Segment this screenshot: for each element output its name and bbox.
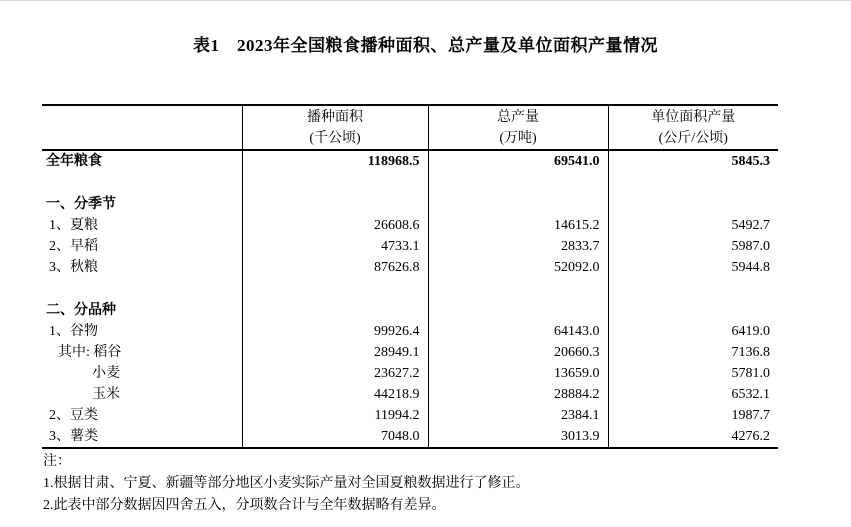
table-row-cereals [42,321,778,342]
col-header-unit: (千公顷) [309,130,361,146]
cell-sown-area: 118968.5 [242,150,428,172]
table-row-annual-grain [42,150,778,172]
table-row-corn [42,384,778,405]
cell-total-output: 52092.0 [428,257,608,278]
cell-yield: 5944.8 [731,260,770,275]
page-title: 表1 2023年全国粮食播种面积、总产量及单位面积产量情况 [193,36,658,55]
cell-sown-area: 26608.6 [242,215,428,236]
cell-yield: 7136.8 [731,345,770,360]
cell-sown-area: 23627.2 [242,363,428,384]
spacer-row [42,172,778,194]
cell-yield: 6532.1 [731,387,770,402]
cell-total-output: 2384.1 [428,405,608,426]
table-row-section-by-variety [42,300,778,321]
col-header-unit: (万吨) [499,130,537,146]
row-label: 一、分季节 [42,194,242,215]
col-header-indicator [42,105,242,150]
cell-total-output: 20660.3 [428,342,608,363]
spacer-row [42,278,778,300]
cell-yield: 4276.2 [731,429,770,444]
table-row-summer-grain [42,215,778,236]
table-row-autumn-grain [42,257,778,278]
col-header-unit: (公斤/公顷) [658,130,728,146]
cell-yield: 1987.7 [731,408,770,423]
cell-sown-area [242,194,428,215]
cell-total-output: 64143.0 [428,321,608,342]
cell-total-output: 14615.2 [428,215,608,236]
cell-yield: 5987.0 [731,239,770,254]
cell-yield: 5781.0 [731,366,770,381]
col-header-total-output [428,105,608,150]
row-label: 3、秋粮 [42,257,242,278]
footnotes [43,451,530,517]
cell-total-output: 28884.2 [428,384,608,405]
table-row-early-rice [42,236,778,257]
cell-sown-area: 28949.1 [242,342,428,363]
cell-total-output: 3013.9 [428,426,608,448]
row-label: 2、早稻 [42,236,242,257]
table-row-section-by-season [42,194,778,215]
col-header-sown-area [242,105,428,150]
table-row-tubers [42,426,778,448]
col-header-label: 总产量 [497,109,539,125]
cell-yield: 5492.7 [731,218,770,233]
col-header-label: 单位面积产量 [651,109,736,125]
row-label: 全年粮食 [42,150,242,172]
cell-yield: 5845.3 [731,154,770,169]
row-label: 1、谷物 [42,321,242,342]
footnotes-label: 注： [43,454,71,469]
table-header-row [42,105,778,150]
row-label: 3、薯类 [42,426,242,448]
cell-total-output [428,194,608,215]
row-label: 小麦 [42,363,242,384]
cell-total-output: 69541.0 [428,150,608,172]
cell-sown-area: 11994.2 [242,405,428,426]
cell-total-output: 13659.0 [428,363,608,384]
cell-yield: 6419.0 [731,324,770,339]
cell-total-output: 2833.7 [428,236,608,257]
row-label: 玉米 [42,384,242,405]
table-row-rice [42,342,778,363]
row-label: 2、豆类 [42,405,242,426]
footnote-item-2: 2.此表中部分数据因四舍五入，分项数合计与全年数据略有差异。 [43,498,446,513]
cell-sown-area: 7048.0 [242,426,428,448]
cell-yield [608,194,778,215]
cell-sown-area: 4733.1 [242,236,428,257]
col-header-yield-per-unit [608,105,778,150]
cell-yield [608,300,778,321]
cell-sown-area [242,300,428,321]
cell-sown-area: 99926.4 [242,321,428,342]
grain-statistics-table [42,104,778,449]
row-label: 二、分品种 [42,300,242,321]
col-header-label: 播种面积 [307,109,363,125]
table-row-wheat [42,363,778,384]
row-label: 1、夏粮 [42,215,242,236]
row-label: 其中: 稻谷 [42,342,242,363]
cell-sown-area: 87626.8 [242,257,428,278]
footnote-item-1: 1.根据甘肃、宁夏、新疆等部分地区小麦实际产量对全国夏粮数据进行了修正。 [43,476,530,491]
cell-total-output [428,300,608,321]
cell-sown-area: 44218.9 [242,384,428,405]
table-row-beans [42,405,778,426]
